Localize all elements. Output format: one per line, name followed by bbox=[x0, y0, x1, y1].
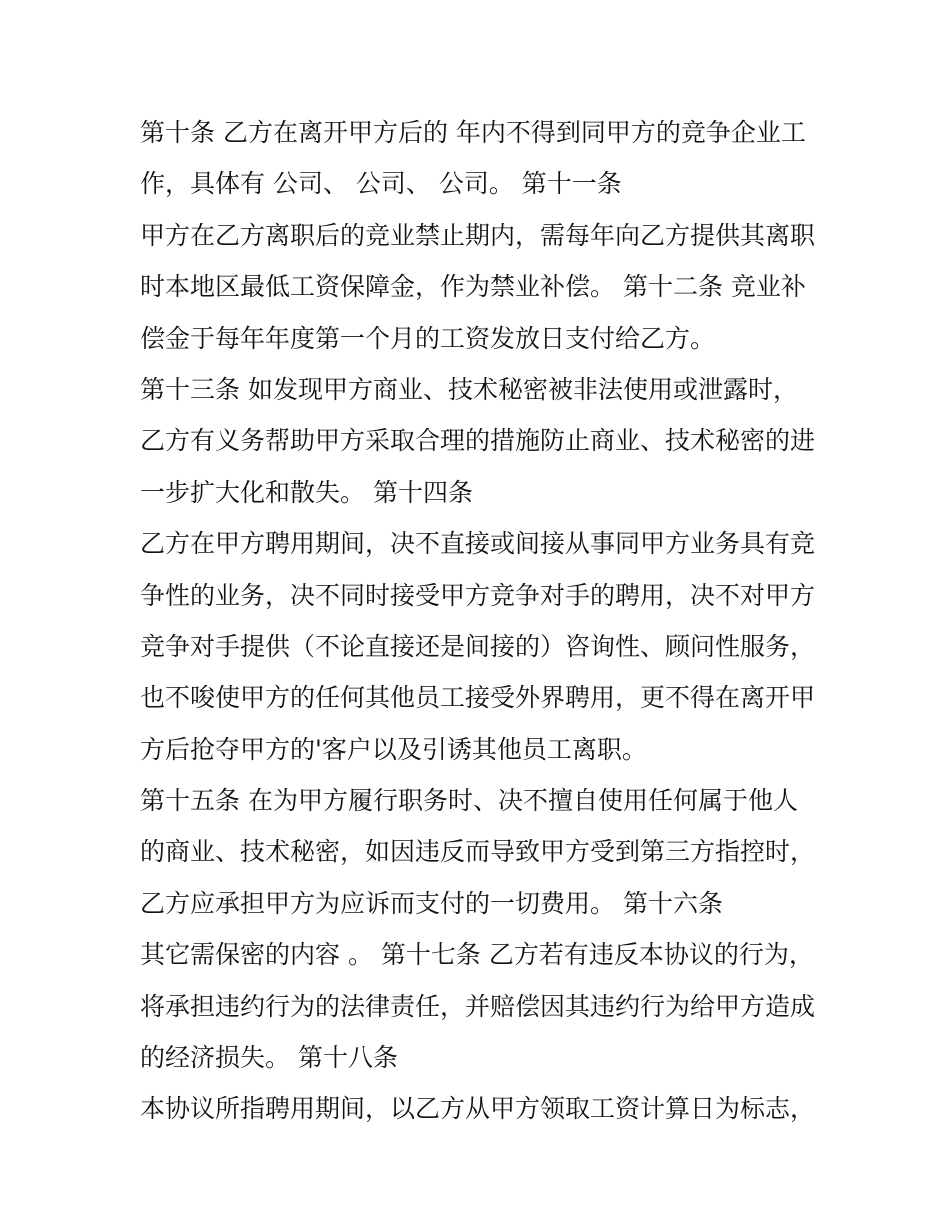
text-line: 甲方在乙方离职后的竞业禁止期内，需每年向乙方提供其离职 bbox=[140, 220, 816, 250]
text-line: 其它需保密的内容 。 第十七条 乙方若有违反本协议的行为， bbox=[140, 940, 814, 970]
text-line: 乙方在甲方聘用期间，决不直接或间接从事同甲方业务具有竞 bbox=[140, 529, 816, 559]
text-line: 的商业、技术秘密，如因违反而导致甲方受到第三方指控时， bbox=[140, 837, 816, 867]
text-line: 竞争对手提供（不论直接还是间接的）咨询性、顾问性服务， bbox=[140, 631, 816, 661]
text-line: 作，具体有 公司、 公司、 公司。 第十一条 bbox=[140, 169, 622, 199]
text-line: 时本地区最低工资保障金，作为禁业补偿。 第十二条 竞业补 bbox=[140, 272, 806, 302]
text-line: 乙方应承担甲方为应诉而支付的一切费用。 第十六条 bbox=[140, 888, 723, 918]
text-line: 本协议所指聘用期间，以乙方从甲方领取工资计算日为标志， bbox=[140, 1094, 816, 1124]
text-line: 的经济损失。 第十八条 bbox=[140, 1043, 398, 1073]
text-line: 一步扩大化和散失。 第十四条 bbox=[140, 477, 473, 507]
document-body bbox=[140, 107, 830, 1135]
text-line: 乙方有义务帮助甲方采取合理的措施防止商业、技术秘密的进 bbox=[140, 426, 816, 456]
text-line: 方后抢夺甲方的'客户以及引诱其他员工离职。 bbox=[140, 734, 647, 764]
text-line: 争性的业务，决不同时接受甲方竞争对手的聘用，决不对甲方 bbox=[140, 580, 816, 610]
text-line: 偿金于每年年度第一个月的工资发放日支付给乙方。 bbox=[140, 323, 716, 353]
text-line: 也不唆使甲方的任何其他员工接受外界聘用，更不得在离开甲 bbox=[140, 683, 816, 713]
text-line: 第十五条 在为甲方履行职务时、决不擅自使用任何属于他人 bbox=[140, 786, 798, 816]
text-line: 第十三条 如发现甲方商业、技术秘密被非法使用或泄露时， bbox=[140, 374, 798, 404]
text-line: 第十条 乙方在离开甲方后的 年内不得到同甲方的竞争企业工 bbox=[140, 118, 806, 147]
text-line: 将承担违约行为的法律责任，并赔偿因其违约行为给甲方造成 bbox=[140, 991, 816, 1021]
